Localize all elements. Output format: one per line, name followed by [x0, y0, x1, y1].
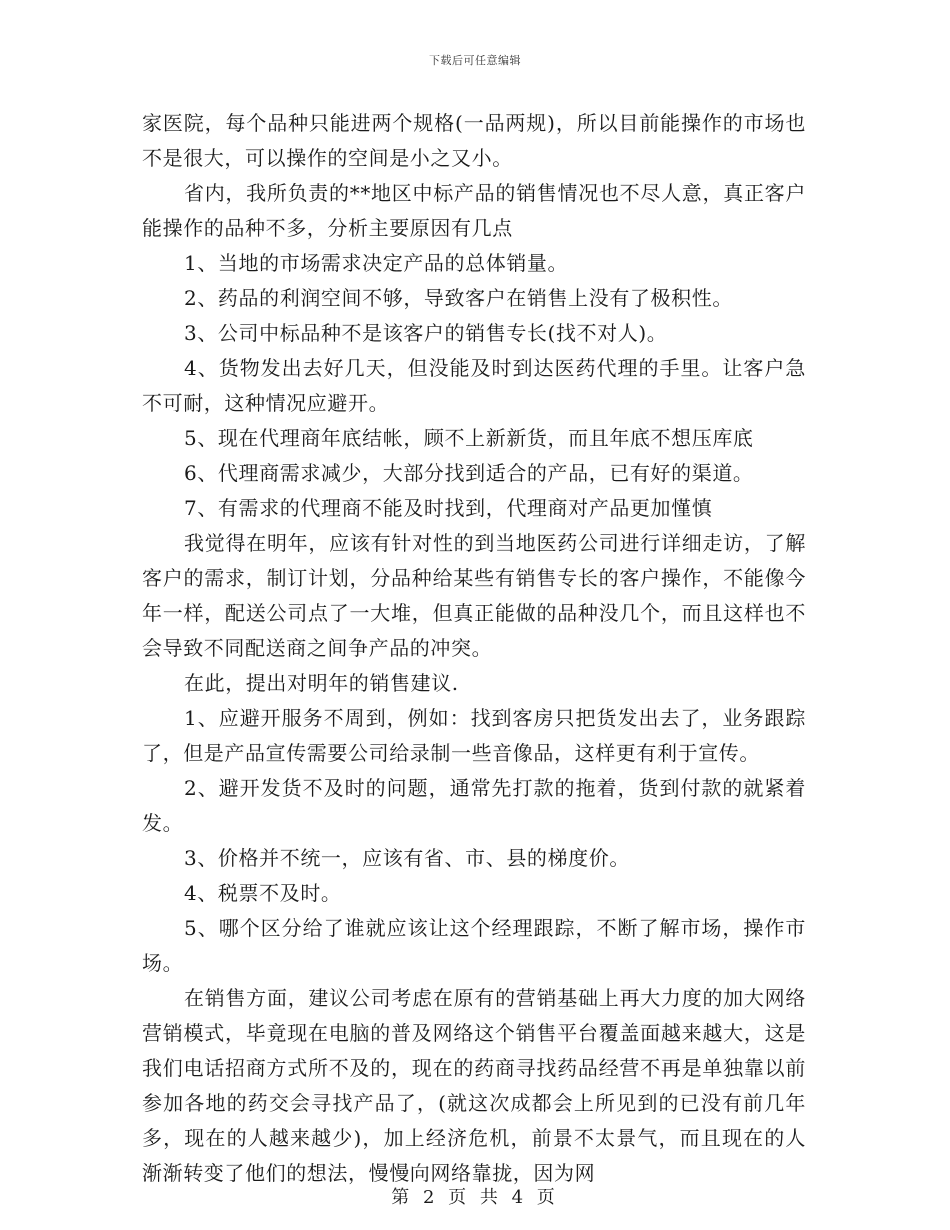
list-item: 4、货物发出去好几天，但没能及时到达医药代理的手里。让客户急不可耐，这种情况应避开。: [142, 356, 806, 415]
paragraph: 家医院，每个品种只能进两个规格(一品两规)，所以目前能操作的市场也不是很大，可以操作的空间是小之又小。: [142, 111, 806, 170]
document-body: [142, 106, 806, 1191]
paragraph: 在此，提出对明年的销售建议.: [184, 671, 459, 695]
list-item: 3、公司中标品种不是该客户的销售专长(找不对人)。: [184, 321, 668, 345]
paragraph: 我觉得在明年，应该有针对性的到当地医药公司进行详细走访，了解客户的需求，制订计划，分品种给某些有销售专长的客户操作，不能像今年一样，配送公司点了一大堆，但真正能做的品种没几个，而且这样也不会导致不同配送商之间争产品的冲突。: [142, 531, 806, 660]
list-item: 1、当地的市场需求决定产品的总体销量。: [184, 251, 569, 275]
paragraph: 省内，我所负责的**地区中标产品的销售情况也不尽人意，真正客户能操作的品种不多，分析主要原因有几点: [142, 181, 806, 240]
list-item: 3、价格并不统一，应该有省、市、县的梯度价。: [184, 846, 630, 870]
list-item: 5、现在代理商年底结帐，顾不上新新货，而且年底不想压库底: [184, 426, 754, 450]
list-item: 2、避开发货不及时的问题，通常先打款的拖着，货到付款的就紧着发。: [142, 776, 806, 835]
page-footer: 第 2 页 共 4 页: [391, 1187, 559, 1208]
list-item: 2、药品的利润空间不够，导致客户在销售上没有了极积性。: [184, 286, 733, 310]
page-header: 下载后可任意编辑: [429, 54, 521, 67]
list-item: 1、应避开服务不周到，例如：找到客房只把货发出去了，业务跟踪了，但是产品宣传需要公司给录制一些音像品，这样更有利于宣传。: [142, 706, 806, 765]
list-item: 6、代理商需求减少，大部分找到适合的产品，已有好的渠道。: [184, 461, 754, 485]
list-item: 5、哪个区分给了谁就应该让这个经理跟踪，不断了解市场，操作市场。: [142, 916, 806, 975]
list-item: 7、有需求的代理商不能及时找到，代理商对产品更加慬慎: [184, 496, 713, 520]
paragraph: 在销售方面，建议公司考虑在原有的营销基础上再大力度的加大网络营销模式，毕竟现在电脑的普及网络这个销售平台覆盖面越来越大，这是我们电话招商方式所不及的，现在的药商寻找药品经营不再是单独靠以前参加各地的药交会寻找产品了，(就这次成都会上所见到的已没有前几年多，现在的人越来越少)，加上经济危机，前景不太景气，而且现在的人渐渐转变了他们的想法，慢慢向网络靠拢，因为网: [142, 986, 806, 1185]
list-item: 4、税票不及时。: [184, 881, 342, 905]
